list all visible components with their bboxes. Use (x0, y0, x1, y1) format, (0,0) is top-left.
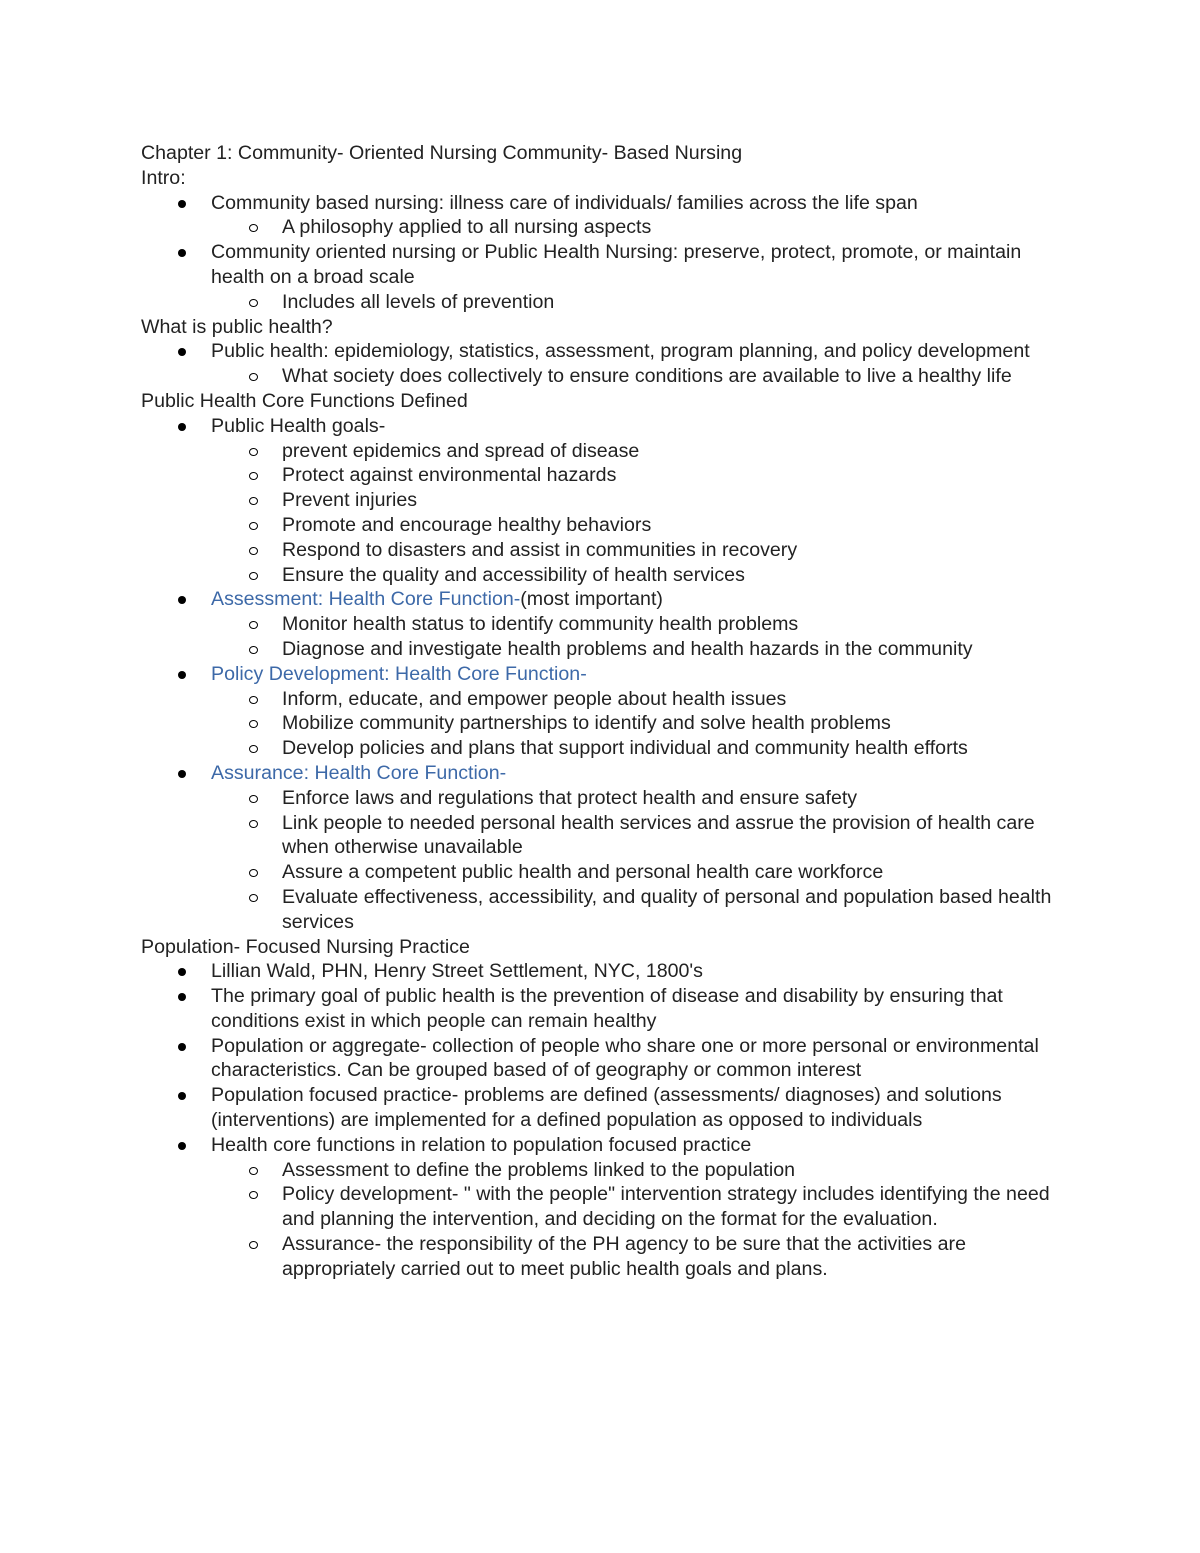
sub-list-item-text: Respond to disasters and assist in communities in recovery (282, 538, 798, 561)
list-item-text: Population focused practice- problems are defined (assessments/ diagnoses) and solutions (interventions) are implemented for a defined population as opposed to individuals (211, 1084, 1002, 1132)
sub-list-item (211, 612, 1061, 637)
sub-list-item (211, 711, 1061, 736)
sub-list-item-text: prevent epidemics and spread of disease (282, 439, 640, 462)
list-item (141, 959, 1061, 984)
list-item-text: Lillian Wald, PHN, Henry Street Settlement, NYC, 1800's (211, 960, 703, 983)
bullet-dot-icon (178, 249, 186, 257)
sub-list-item-text: Protect against environmental hazards (282, 464, 617, 487)
sub-list-item-text: Assessment to define the problems linked to the population (282, 1158, 796, 1181)
bullet-circle-icon (249, 869, 258, 877)
bullet-circle-icon (249, 373, 258, 381)
sub-bullet-list (141, 687, 1061, 761)
list-item-text: Public health: epidemiology, statistics, assessment, program planning, and policy development (211, 340, 1030, 363)
sub-list-item-text: A philosophy applied to all nursing aspects (282, 216, 652, 239)
list-item (141, 1083, 1061, 1133)
sub-list-item (211, 1232, 1061, 1282)
bullet-dot-icon (178, 1092, 186, 1100)
bullet-circle-icon (249, 224, 258, 232)
bullet-dot-icon (178, 1142, 186, 1150)
sub-list-item (211, 860, 1061, 885)
sub-bullet-list (141, 1158, 1061, 1282)
list-item-text: (most important) (520, 588, 663, 611)
sub-list-item-text: Evaluate effectiveness, accessibility, and quality of personal and population based health services (282, 885, 1052, 933)
bullet-circle-icon (249, 522, 258, 530)
section-heading-intro: Intro: (141, 166, 186, 189)
bullet-circle-icon (249, 795, 258, 803)
policy-development-core-function-label: Policy Development: Health Core Function- (211, 662, 587, 685)
sub-list-item-text: Enforce laws and regulations that protect health and ensure safety (282, 786, 858, 809)
section-heading-population-focused: Population- Focused Nursing Practice (141, 935, 470, 958)
list-item (141, 414, 1061, 588)
list-item (141, 191, 1061, 241)
bullet-circle-icon (249, 1241, 258, 1249)
bullet-circle-icon (249, 572, 258, 580)
sub-list-item (211, 811, 1061, 861)
bullet-dot-icon (178, 671, 186, 679)
sub-list-item-text: Link people to needed personal health services and assrue the provision of health care when otherwise unavailable (282, 811, 1035, 859)
list-item (141, 339, 1061, 389)
sub-list-item (211, 687, 1061, 712)
list-item-text: Public Health goals- (211, 414, 386, 437)
document-page (141, 141, 1061, 1282)
list-item (141, 1133, 1061, 1282)
list-item-text: Community oriented nursing or Public Health Nursing: preserve, protect, promote, or maintain health on a broad scale (211, 241, 1022, 288)
sub-list-item (211, 463, 1061, 488)
bullet-circle-icon (249, 696, 258, 704)
sub-list-item (211, 513, 1061, 538)
bullet-circle-icon (249, 1167, 258, 1175)
assessment-core-function-label: Assessment: Health Core Function- (211, 588, 521, 611)
sub-list-item-text: Develop policies and plans that support individual and community health efforts (282, 737, 968, 760)
bullet-list (141, 414, 1061, 935)
bullet-dot-icon (178, 348, 186, 356)
sub-list-item (211, 736, 1061, 761)
list-item (141, 662, 1061, 761)
sub-list-item-text: Assurance- the responsibility of the PH agency to be sure that the activities are appropriately carried out to meet public health goals and plans. (282, 1233, 966, 1280)
bullet-dot-icon (178, 770, 186, 778)
bullet-circle-icon (249, 720, 258, 728)
bullet-list (141, 191, 1061, 315)
sub-list-item-text: Promote and encourage healthy behaviors (282, 513, 652, 536)
bullet-circle-icon (249, 745, 258, 753)
sub-list-item (211, 439, 1061, 464)
bullet-dot-icon (178, 200, 186, 208)
list-item (141, 587, 1061, 661)
sub-list-item (211, 1158, 1061, 1183)
list-item (141, 1034, 1061, 1084)
sub-bullet-list (141, 364, 1061, 389)
bullet-circle-icon (249, 448, 258, 456)
sub-list-item-text: Diagnose and investigate health problems and health hazards in the community (282, 637, 973, 660)
sub-list-item (211, 786, 1061, 811)
bullet-dot-icon (178, 596, 186, 604)
section-heading-core-functions: Public Health Core Functions Defined (141, 389, 468, 412)
bullet-dot-icon (178, 423, 186, 431)
bullet-circle-icon (249, 820, 258, 828)
sub-list-item (211, 885, 1061, 935)
bullet-dot-icon (178, 993, 186, 1001)
sub-list-item-text: Assure a competent public health and personal health care workforce (282, 861, 884, 884)
sub-list-item-text: Monitor health status to identify community health problems (282, 613, 799, 636)
sub-list-item-text: Inform, educate, and empower people about health issues (282, 687, 787, 710)
bullet-circle-icon (249, 299, 258, 307)
bullet-list (141, 339, 1061, 389)
sub-list-item (211, 215, 1061, 240)
sub-list-item (211, 538, 1061, 563)
sub-list-item (211, 290, 1061, 315)
sub-bullet-list (141, 215, 1061, 240)
bullet-circle-icon (249, 621, 258, 629)
list-item-text: Population or aggregate- collection of people who share one or more personal or environmental characteristics. Can be grouped based of of geography or common interest (211, 1034, 1039, 1082)
bullet-dot-icon (178, 968, 186, 976)
sub-list-item (211, 1182, 1061, 1232)
sub-list-item (211, 563, 1061, 588)
bullet-circle-icon (249, 894, 258, 902)
sub-list-item-text: Includes all levels of prevention (282, 290, 555, 313)
bullet-circle-icon (249, 547, 258, 555)
list-item (141, 761, 1061, 935)
list-item-text: Health core functions in relation to population focused practice (211, 1133, 752, 1156)
list-item-text: The primary goal of public health is the prevention of disease and disability by ensuring that conditions exist in which people can remain healthy (211, 985, 1003, 1032)
sub-list-item (211, 637, 1061, 662)
sub-list-item-text: Ensure the quality and accessibility of health services (282, 563, 745, 586)
list-item (141, 240, 1061, 314)
sub-list-item-text: Prevent injuries (282, 489, 418, 512)
document-title: Chapter 1: Community- Oriented Nursing Community- Based Nursing (141, 142, 743, 164)
sub-bullet-list (141, 439, 1061, 588)
sub-list-item (211, 364, 1061, 389)
sub-list-item (211, 488, 1061, 513)
sub-bullet-list (141, 786, 1061, 935)
list-item-text: Community based nursing: illness care of individuals/ families across the life span (211, 191, 918, 214)
bullet-circle-icon (249, 497, 258, 505)
section-heading-what-is-public-health: What is public health? (141, 315, 333, 338)
list-item (141, 984, 1061, 1034)
assurance-core-function-label: Assurance: Health Core Function- (211, 761, 507, 784)
sub-list-item-text: Policy development- " with the people" intervention strategy includes identifying the need and planning the intervention, and deciding on the format for the evaluation. (282, 1183, 1050, 1231)
bullet-dot-icon (178, 1043, 186, 1051)
sub-bullet-list (141, 290, 1061, 315)
bullet-list (141, 959, 1061, 1281)
sub-bullet-list (141, 612, 1061, 662)
sub-list-item-text: What society does collectively to ensure conditions are available to live a healthy life (282, 365, 1012, 388)
sub-list-item-text: Mobilize community partnerships to identify and solve health problems (282, 712, 891, 735)
bullet-circle-icon (249, 646, 258, 654)
bullet-circle-icon (249, 1191, 258, 1199)
bullet-circle-icon (249, 472, 258, 480)
